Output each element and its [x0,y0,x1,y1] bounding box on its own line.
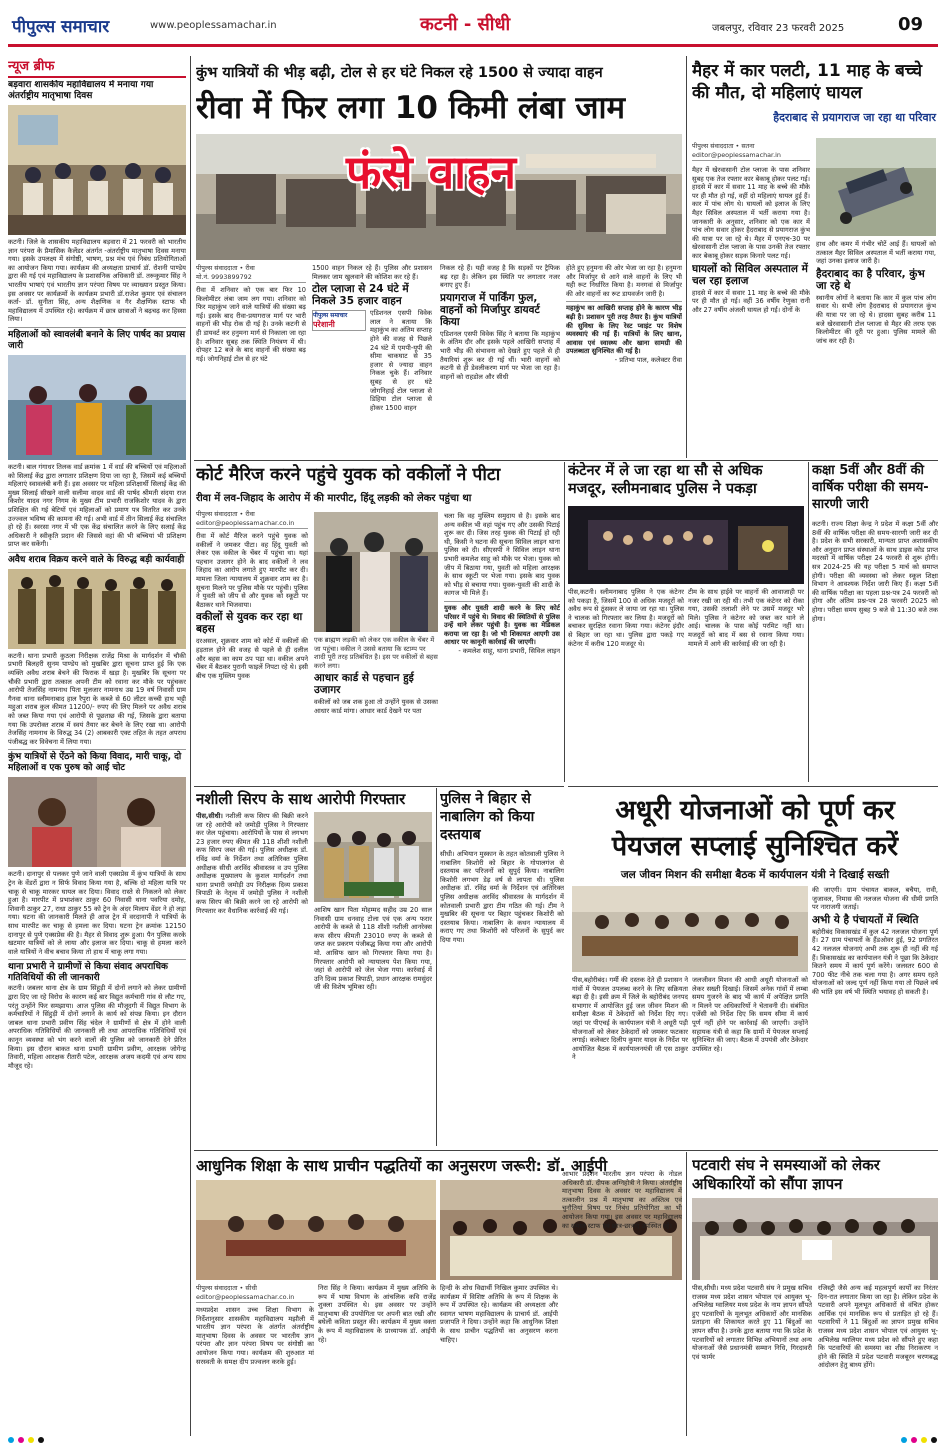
brief-headline-3: अवैध शराब विक्रय करने वाले के विरुद्ध बड़ी कार्यवाही [8,552,186,566]
jam-col-4-text: होते हुए हनुमना की ओर भेजा जा रहा है। हनुमना और मिर्जापुर से आने वाले वाहनों के लिए भी यही रूट निर्धारित किया है। मनगवां से मिर्जापुर की ओर वाहनों का रूट डायवर्जन जारी है। [566,264,682,298]
court-photo-caption: एक ब्राह्मण लड़की को लेकर एक वकील के चेंबर में जा पहुंचा। वकील ने उससे बताया कि स्टाम्प पर शादी पूरी तरह प्रतिबंधित है। इस पर वकीलों से बहस करने लगा। [314,636,438,670]
photo-car-accident-art [816,138,936,236]
court-body-3: चला कि वह मुस्लिम समुदाय से है। इसके बाद अन्य वकील भी वहां पहुंच गए और उसकी पिटाई शुरू कर दी। जिस तरह युवक की पिटाई हो रही थी, किसी ने घटना की सूचना सिविल लाइन थाना पुलिस को दी। सीएसपी ने सिविल लाइन थाना प्रभारी कमलेश साहू को मौके पर भेजा। युवक को जीप में बिठाया गया, युवती को महिला आरक्षक के साथ स्कूटी पर भेजा गया। इसके बाद युवक को भीड़ से बचाया गया। युवक-युवती की शादी के कागज भी मिले हैं। [444,512,560,598]
section-sep: - [463,14,472,35]
photo-patwari-memorandum-art [692,1198,938,1280]
water-headline-1: अधूरी योजनाओं को पूर्ण कर [615,795,895,826]
masthead-rule [8,44,938,47]
maihar-headline: मैहर में कार पलटी, 11 माह के बच्चे की मौत, दो महिलाएं घायल [692,61,922,103]
maihar-deck: हैदराबाद से प्रयागराज जा रहा था परिवार [773,111,936,124]
news-brief-column [8,56,186,1436]
reg-dot-yellow-r [921,1437,927,1443]
court-body-2: वकीलों को जब शक हुआ तो उन्होंने युवक से उसका आधार कार्ड मांगा। आधार कार्ड देखने पर पता [314,698,438,715]
maihar-byline-name: पीपुल्स संवाददाता [692,142,734,150]
edu-byline: पीपुल्स संवाददाता • सीधी editor@peoplessamachar.co.in [196,1284,314,1303]
water-sub: अभी ये है पंचायतों में स्थिति [812,913,919,926]
maihar-body-2: हादसे में कार में सवार 11 माह के बच्चे की मौके पर ही मौत हो गई। वहीं 36 वर्षीय रेणुका रानी और 27 वर्षीय अंजली घायल हो गईं। दोनों के [692,288,810,314]
court-headline: कोर्ट मैरिज करने पहुंचे युवक को वकीलों ने पीटा [196,465,501,485]
brief-headline-2: महिलाओं को स्वावलंबी बनाने के लिए पार्षद का प्रयास जारी [8,327,186,352]
court-sub-1: वकीलों से युवक कर रहा था बहस [196,611,303,636]
edu-divider-v [686,1152,687,1436]
drug-divider-v [436,788,437,1146]
reg-dot-magenta-r [911,1437,917,1443]
print-registration-bar [0,1437,945,1445]
court-body-1: रीवा में कोर्ट मैरिज करने पहुंचे युवक को वकीलों ने जमकर पीटा। वह हिंदू युवती को लेकर एक वकील के चेंबर में पहुंचा था। यहां पहचान उजागर होने के बाद वकीलों ने लव जिहाद का आरोप लगाते हुए मारपीट कर दी। मामला जिला न्यायालय में शुक्रवार शाम का है। सूचना मिलने पर पुलिस मौके पर पहुंची। पुलिस ने युवती को जीप से और युवक को स्कूटी पर बैठाकर थाने भिजवाया। [196,532,308,609]
jam-quote-text: महाकुंभ का आखिरी सप्ताह होने के कारण भीड़ बढ़ी है। प्रशासन पूरी तरह तैयार है। कुंभ यात्रियों की सुविधा के लिए रेस्ट प्वाइंट पर विशेष व्यवस्थाएं की गई हैं। यात्रियों के लिए खाना, आवास एवं स्वास्थ्य और खाना सामग्री की उपलब्धता सुनिश्चित की गई है। [566,304,682,356]
jam-mobile: मो.नं. 9993899792 [196,273,252,281]
photo-court-scuffle [314,512,438,632]
brief-title: न्यूज ब्रीफ [8,56,186,78]
jam-quote-by: - प्रतिभा पाल, कलेक्टर रीवा [614,355,682,364]
registration-marks-right [901,1437,945,1445]
brief-headline-5: थाना प्रभारी ने ग्रामीणों से किया संवाद अपराधिक गतिविधियों की ली जानकारी [8,959,186,984]
container-divider-v [808,462,809,782]
brand-url: www.peoplessamachar.in [150,20,277,31]
patwari-col-2: रजिस्ट्री जैसे अन्य कई महत्वपूर्ण कार्यों का निरंतर दिन-रात लगातार किया जा रहा है। लेकिन प्रदेश के पटवारी अपने मूलभूत अधिकारों से वंचित होकर आर्थिक एवं मानसिक रूप से प्रताड़ित हो रहे हैं। पटवारियों ने 11 बिंदुओं का ज्ञापन प्रमुख सचिव राजस्व मध्य प्रदेश शासन भोपाल एवं आयुक्त भू-अभिलेख ग्वालियर मध्य प्रदेश को सौंपते हुए कहा कि पटवारियों की समस्या का शीघ्र निराकरण न होने की स्थिति में प्रदेश पटवारी मजबूरन चरणबद्ध आंदोलन हेतु बाध्य होंगे। [818,1284,938,1370]
court-col-1 [196,532,308,782]
edu-col-1: मध्यप्रदेश शासन उच्च शिक्षा विभाग के निर्देशानुसार शासकीय महाविद्यालय मझौली में भारतीय ज्ञान परंपरा के अंतर्गत अंतर्राष्ट्रीय मातृभाषा दिवस के अवसर पर भारतीय ज्ञान परंपरा और ज्ञान परंपरा विषय पर संगोष्ठी का आयोजन किया गया। कार्यक्रम की शुरुआत मां सरस्वती के समक्ष दीप प्रज्वलन करके हुई। [196,1306,314,1366]
brief-headline-1: बड़वारा शासकीय महाविद्यालय में मनाया गया अंतर्राष्ट्रीय मातृभाषा दिवस [8,80,154,101]
photo-edu-seminar-art [196,1180,436,1280]
maihar-byline: पीपुल्स संवाददाता • सतना editor@peoplessamachar.in [692,142,810,161]
photo-water-meeting [572,886,808,972]
left-column-divider [190,56,191,1436]
photo-container-truck-art [568,506,804,584]
photo-edu-seminar [196,1180,436,1280]
maihar-col-2 [816,240,936,456]
edu-byline-name: पीपुल्स संवाददाता [196,1284,238,1292]
page-number: 09 [898,14,924,35]
exam-body: कटनी। राज्य शिक्षा केन्द्र ने प्रदेश में कक्षा 5वीं और 8वीं की वार्षिक परीक्षा की समय-सारणी जारी कर दी है। प्रदेश के सभी सरकारी, मान्यता प्राप्त अशासकीय और अनुदान प्राप्त संस्थाओं के साथ डाइस कोड प्राप्त मदरसों में वार्षिक परीक्षा 24 फरवरी से शुरू होगी। सत्र 2024-25 की यह परीक्षा 5 मार्च को समाप्त होगी। परीक्षा की व्यवस्था को लेकर स्कूल शिक्षा विभाग ने आवश्यक निर्देश जारी किए हैं। कक्षा 5वीं की वार्षिक परीक्षा का पहला प्रश्न-पत्र 24 फरवरी को होगा और अंतिम प्रश्न-पत्र 28 फरवरी 2025 को होगा। परीक्षा समय सुबह 9 बजे से 11:30 बजे तक होगा। [812,520,938,623]
jam-col-3a: निकल रहे हैं। यही वजह है कि सड़कों पर ट्रैफिक बढ़ रहा है। लेकिन इस स्थिति पर लगातार नजर बनाए हुए हैं। [440,264,560,290]
reg-dot-cyan-r [901,1437,907,1443]
photo-train-incident [8,777,186,867]
photo-car-accident [816,138,936,236]
photo-sewing-center [8,355,186,460]
reg-dot-black [38,1437,44,1443]
reg-dot-black-r [931,1437,937,1443]
container-headline: कंटेनर में ले जा रहा था सौ से अधिक मजदूर, स्लीमनाबाद पुलिस ने पकड़ा [568,463,763,497]
jam-byline-place: रीवा [245,264,255,272]
photo-patwari-memorandum [692,1198,938,1280]
bihar-body: सीधी। अभियान मुस्कान के तहत कोतवाली पुलिस ने नाबालिग किशोरी को बिहार के गोपालगंज से दस्तयाब कर परिजनों को सुपुर्द किया। नाबालिग किशोरी लगभग डेढ़ वर्ष से लापता थी। पुलिस अधीक्षक डॉ. रविंद्र वर्मा के निर्देशन एवं अतिरिक्त पुलिस अधीक्षक अरविंद श्रीवास्तव के मार्गदर्शन में कोतवाली प्रभारी द्वारा टीम गठित की गई। टीम ने मुखबिर की सूचना पर बिहार पहुंचकर किशोरी को दस्तयाब किया। नाबालिग के कथन न्यायालय में कराए गए तथा किशोरी को परिजनों के सुपुर्द कर दिया गया। [440,850,564,944]
reg-dot-magenta [18,1437,24,1443]
drug-col-1 [196,812,308,1146]
photo-college-event [8,105,186,235]
jam-sub-2: प्रयागराज में पार्किंग फुल, वाहनों को मिर्जापुर डायवर्ट किया [440,291,540,328]
bihar-headline: पुलिस ने बिहार से नाबालिग को किया दस्तयाब [440,791,535,843]
court-col-2 [314,636,438,782]
brief-body-4: कटनी। दानापुर से पलकर पुणे जाने वाली एक्सप्रेस में कुंभ यात्रियों के साथ ट्रेन के वेंडरों द्वारा न सिर्फ विवाद किया गया है, बल्कि दो महिला यात्रि पर चाकू से चाकू मारकर घायल कर दिया। विवाद रास्ते से निकलने को लेकर हुआ है। मारपीट में प्रभाशंकर ठाकुर 60 निवासी थाना पवरिया दमोह, शिवानी ठाकुर 27, राधा ठाकुर 55 को ट्रेन के अंदर मिलाप वेंडर ने हो लड़ा गया। घटना की जानकारी मिलते ही आज ट्रेन में वरदानापी ने यात्रियों के साथ मारपीट कर चाकू से हमला कर दिया। घटना ट्रेन क्रमांक 12150 दानापुर से पुणे एक्सप्रेस की है। मैहर से विवाद शुरू हुआ। पैन पुलिस करके खटमार यात्रियों को ले लाया और इलाज कर दिया। चाकू से हमला करने वाले यात्रियों ने वीच बचाव किया तो हाथ में चाकू लगा गया। [8,870,186,956]
jam-headline: रीवा में फिर लगा 10 किमी लंबा जाम [196,90,626,126]
court-body-1b: दरअसल, शुक्रवार शाम को कोर्ट में वकीलों की हड़ताल होने की वजह से पहले से ही दलील और बहस का काम ठप पड़ा था। वकील अपने चेंबर में बैठकर पुरानी फाइलें निपटा रहे थे। इसी बीच एक मुस्लिम युवक [196,637,308,680]
jam-divider-v [686,56,687,458]
brand-logo: पीपुल्स समाचार [12,17,110,37]
jam-col-1: रीवा में शनिवार को एक बार फिर 10 किलोमीटर लंबा जाम लग गया। शनिवार को फिर महाकुंभ जाने वाले यात्रियों की संख्या बढ़ गई। इसके बाद रीवा-प्रयागराज मार्ग पर भारी वाहनों की भीड़ रोक दी गई है। उनके कटनी से ही डायवर्ट कर हनुमना मार्ग से निकाला जा रहा है। शनिवार सुबह तक स्थिति नियंत्रण में थी। दोपहर 12 बजे के बाद वाहनों की संख्या बढ़ गई। जोगनिहाई टोल से हर घंटे [196,286,306,363]
jam-col-3 [440,264,560,456]
edu-col-2: निरा सिंह ने किया। कार्यक्रम में मुख्य अतिथि के रूप में भाषा विभाग के आंचलिक कवि राजेंद्र शुक्ला उपस्थित थे। इस अवसर पर उन्होंने मातृभाषा की उपयोगिता पर अपनी बात रखी और बघेली कविता प्रस्तुत की। कार्यक्रम में मुख्य वक्ता के रूप में महाविद्यालय के प्राध्यापक डॉ. आईपी रहे। [318,1284,436,1344]
court-byline-place: रीवा [245,510,255,518]
court-email: editor@peoplessamachar.co.in [196,519,295,527]
edu-col-4: आभार प्रदर्शन भारतीय ज्ञान परंपरा के नोडल अधिकारी डॉ. दीपक अग्निहोत्री ने किया। अंतर्राष्ट्रीय मातृभाषा दिवस के अवसर पर महाविद्यालय में तत्कालीन प्रश्न में मातृभाषा का अस्तित्व एवं चुनौतियां विषय पर निबंध प्रतियोगिता का भी आयोजन किया गया। इस अवसर पर महाविद्यालय का समस्त स्टाफ एवं छात्र-छात्राएं उपस्थित रहे। [562,1170,682,1230]
court-divider-v [564,462,565,782]
jam-col-4 [566,264,682,456]
brief-body-5: कटनी। जबलर थाना क्षेत्र के ग्राम सिंहुड़ी में दोनों लगाने को लेकर ग्रामीणों द्वारा दिए जा रहे विरोध के कारण कई बार विद्युत कर्मचारी गांव से लौट गए, परंतु उन्होंने फिर समझाया। आज पुलिस की मौजूदगी में विद्युत विभाग के कर्मचारियों ने सिंहुड़ी में दोनों लगाने के कार्य को संपन्न किया। इन दौरान जाबल थाना प्रभारी प्रवीण सिंह चंदेल ने ग्रामीणों से क्षेत्र में होने वाली अपराधिक गतिविधियों की जानकारी ली तथा आपराधिक गतिविधियों एवं कानून व्यवस्था को भंग करने वालों की पुलिस को जानकारी देने प्रेरित किया। इस दौरान बाकत थाना प्रभारी ग्रामीण प्रवीण, आरक्षक जोगेन्द्र तिवारी, महिला आरक्षक रीतारी पटेल, आरक्षक अजय कदमी एवं अन्य साथ मौजूद रहे। [8,984,186,1070]
maihar-body-4: स्थानीय लोगों ने बताया कि कार में कुल पांच लोग सवार थे। सभी लोग हैदराबाद से प्रयागराज कुंभ की यात्रा पर जा रहे थे। हादसा सुबह करीब 11 बजे खेरवासानी टोल प्लाजा से मैहर की तरफ एक किलोमीटर की दूरी पर हुआ। पुलिस मामले की जांच कर रही है। [816,293,936,345]
jam-col-3b: एडिशनल एसपी विवेक सिंह ने बताया कि महाकुंभ के अंतिम दौर और इसके पहले आखिरी सप्ताह में भारी भीड़ की संभावना को देखते हुए पहले से ही तैयारियां शुरू कर दी गई थीं। भारी वाहनों को कटनी से ही डेवलीकरण मार्ग पर भेजा जा रहा है। वाहनों को राहडोल और सीधी [440,329,560,381]
photo-container-truck [568,506,804,584]
jam-sub-1: टोल प्लाजा से 24 घंटे में निकले 35 हजार वाहन [312,283,409,308]
drug-body-1-text: नशीली कफ सिरप की बिक्री करने जा रहे आरोपी को जमोड़ी पुलिस ने गिरफ्तार कर जेल पहुंचाया। आरोपियों के पास से लगभग 23 हजार रुपए कीमत की 118 शीशी नशीली कफ सिरप जब्त की गई। पुलिस अधीक्षक डॉ. रविंद्र वर्मा के निर्देशन तथा अतिरिक्त पुलिस अधीक्षक सीधी अरविंद श्रीवास्तव व उप पुलिस अधीक्षक मुख्यालय के कुशल मार्गदर्शन तथा थाना प्रभारी जमोड़ी उप निरीक्षक दिव्य प्रकाश त्रिपाठी के नेतृत्व में जमोड़ी पुलिस ने नशीली कफ सिरप की बिक्री करने जा रहे आरोपी को गिरफ्तार कर वैधानिक कार्रवाई की गई। [196,812,308,915]
brief-body-2: कटनी। बाल गंगाधर तिलक वार्ड क्रमांक 1 में वार्ड की बच्चियों एवं महिलाओं को सिलाई केंद्र द्वारा लगातार प्रशिक्षण दिया जा रहा है, जिसमें कई बच्चियों महिलाएं स्वावलंबी बनी हैं। इस अवसर पर महिला प्रशिक्षार्थी सिलाई केंद्र की मुख्य सिलाई सीखने वाली सलीमा वादव वार्ड की पार्षद श्रीमती संदया राज किशोर यादव नगर निगम के मुख्य टीम प्रभारी राजकिशोर यादव के द्वारा प्रशिक्षित की गई बेटियों एवं महिलाओं को प्रमाण पत्र वितरित कर उनके उज्ज्वल भविष्य की कामना की गई। अभी वार्ड में तीन सिलाई केंद्र संचालित हो रहे हैं। स्वरसा नगर में भी एक केंद्र संचालित करने के लिए सलाई केंद्र अधिकारी ने स्वीकृति प्रदान की जिससे वहां की भी बच्चियां भी प्रशिक्षण प्राप्त कर सकेंगी। [8,462,186,549]
jam-byline-name: पीपुल्स संवाददाता [196,264,238,272]
water-col-2: जलजीवन मिशन की आधी अधूरी योजनाओं को लेकर सख्ती दिखाई। जिसमें अनेक गांवों में लम्बा समय गुजरने के बाद भी कार्य में अपेक्षित प्रगति न मिलने पर अधिकारियों ने चेतावनी दी। संबंधित एजेंसी को निर्देश दिए कि समय सीमा में कार्य पूर्ण नहीं होने पर कार्रवाई की जाएगी। उन्होंने सहायक यंत्री से कहा कि ग्रामों में पेयजल सप्लाई सुनिश्चित की जाए। बैठक में उपयंत्री और ठेकेदार उपस्थित रहे। [692,976,808,1053]
photo-liquor-seizure [8,569,186,649]
exam-headline: कक्षा 5वीं और 8वीं की वार्षिक परीक्षा की समय-सारणी जारी [812,463,929,512]
drug-headline: नशीली सिरप के साथ आरोपी गिरफ्तार [196,790,406,808]
patwari-col-1: पीस,सीधी। मध्य प्रदेश पटवारी संघ ने प्रमुख सचिव राजस्व मध्य प्रदेश शासन भोपाल एवं आयुक्त भू-अभिलेख ग्वालियर मध्य प्रदेश के नाम ज्ञापन सौंपते हुए पटवारियों के मूलभूत अधिकारों और मानसिक प्रताड़ना की शिकायत करते हुए 11 बिंदुओं का ज्ञापन सौंपा है। उनके द्वारा बताया गया कि प्रदेश के पटवारियों को लगातार विभिन्न अभियानों तथा अन्य योजनाओं जैसे प्रधानमंत्री सम्मान निधि, गिरदावरी एवं फार्मर [692,1284,812,1361]
water-body-3b: बहोरीबंद विकासखंड में कुल 42 नलजल योजना पूर्ण हैं। 27 ग्राम पंचायतों के हैंडओवर हुई, 92 प्रगतिरत 42 नलजल योजनाएं अभी तक शुरू ही नहीं की गई हैं। विकासखंड का कार्यपालन यंत्री ने पूछा कि ठेकेदार कितने समय में कार्य पूर्ण करेंगे। जलस्तर 600 से 700 फीट नीचे तक चला गया है। अगर समय रहते योजनाओं को जल्द पूर्ण नहीं किया गया तो पिछले वर्ष की भांति इस वर्ष भी स्थिति भयावह हो सकती है। [812,927,938,996]
patwari-headline: पटवारी संघ ने समस्याओं को लेकर अधिकारियों को सौंपा ज्ञापन [692,1156,880,1193]
section-name-2: सीधी [477,14,511,35]
photo-drug-arrest-art [314,812,432,902]
maihar-email: editor@peoplessamachar.in [692,151,781,159]
maihar-body-1: मैहर में खेरवासानी टोल प्लाजा के पास शनिवार सुबह एक तेज रफ्तार कार बेकाबू होकर पलट गई। हादसे में कार में सवार 11 माह के बच्चे की मौके पर ही मौत हो गई, वहीं दो महिलाएं घायल हुई हैं। कार में पांच लोग थे। घायलों को इलाज के लिए मैहर सिविल अस्पताल में भर्ती कराया गया है। जानकारी के अनुसार, शनिवार को एक कार में पांच लोग सवार होकर हैदराबाद से प्रयागराज कुंभ की यात्रा पर जा रहे थे। मैहर में एनएच-30 पर खेरवासानी टोल प्लाजा के पास उनकी तेज रफ्तार कार बेकाबू होकर सड़क किनारे पलट गई। [692,166,810,260]
water-col-3 [812,886,938,1146]
photo-sewing-center-art [8,355,186,460]
photo-court-scuffle-art [314,512,438,632]
photo-drug-arrest [314,812,432,902]
maihar-sub-1: घायलों को सिविल अस्पताल में चल रहा इलाज [692,262,808,287]
photo-college-event-art [8,105,186,235]
court-col-3 [444,512,560,782]
section-title [420,12,510,36]
drug-byline: पीस,सीधी। [196,812,223,820]
brief-body-3: कटनी। थाना प्रभारी कुठला निरीक्षक राजेंद्र मिश्रा के मार्गदर्शन में चौकी प्रभारी बिलहरी सुनम पाण्डेय को मुखबिर द्वारा सूचना प्राप्त हुई कि एक व्यक्ति अवैध शराब बेचने की फिराक में खड़ा है। मुखबिर कि सूचना पर चौकी प्रभारी द्वारा तत्काल अपनी टीम को रवाना कर मौके पर पहुंचकर आरोपी तेजसिंह नामनाथ पिता मुलजार नामनाथ उम्र 19 वर्ष निवासी ग्राम गैनवा थाना स्लीमनाबाद हाल रैपुरा के कब्जे से 60 लीटर कच्ची हाथ भट्टी महुआ शराब कुल कीमत 11200/- रुपए की लिए मिलने पर अवैध शराब को जब्त किया गया एवं आरोपी से पूछताछ की गई, जिसके द्वारा बताया गया कि उपरोक्त शराब में स्वयं तैयार कर बेचने के लिए रखा था। आरोपी तेजसिंह नामनाथ के विरुद्ध 34 (2) आबकारी एक्ट तहित के तहत अपराध पंजीबद्ध कर विवेचना में लिया गया। [8,651,186,746]
brief-body-1: कटनी। जिले के शासकीय महाविद्यालय बड़वारा में 21 फरवरी को भारतीय ज्ञान परंपरा के प्रैमासिक कैलेंडर अंतर्गत -अंतर्राष्ट्रीय मातृभाषा दिवस मनाया गया। इसके उपलक्ष्य में संगोष्ठी, भाषण, प्रश्न मंच एवं निबंध प्रतियोगिताओं का आयोजन किया गया। कार्यक्रम की अध्यक्षता प्राचार्य डॉ. रोशनी पाण्डेय द्वारा की गई एवं महाविद्यालय के प्रशासनिक अधिकारी डॉ. तरूकुमार सिंह ने भारतीय भाषाएं एवं भारतीय ज्ञान परंपरा विषय पर व्याख्यान प्रस्तुत किया। इस अवसर पर कार्यक्रमों के कार्यक्रम प्रभारी डॉ.राजेश कुमार एवं संचालन कर्ता- डॉ. सुनीता सिंह, अन्य शैक्षणिक व गैर शैक्षणिक स्टाफ भी महाविद्यालय में उपस्थित रहे। कार्यक्रम में छात्र छात्राओं ने बढ़चढ़ कर हिस्सा लिया। [8,238,186,324]
court-sub-2: आधार कार्ड से पहचान हुई उजागर [314,672,414,697]
row1-rule [194,460,938,461]
jam-kicker: कुंभ यात्रियों की भीड़ बढ़ी, टोल से हर घंटे निकल रहे 1500 से ज्यादा वाहन [196,65,603,81]
maihar-col-1 [692,166,810,456]
court-quote-text: युवक और युवती शादी करने के लिए कोर्ट परिसर में पहुंचे थे। विवाद की स्थितियों से पुलिस उन्हें थाने लेकर पहुंची है। युवक का मेडिकल कराया जा रहा है। जो भी शिकायत आएगी उस आधार पर कानूनी कार्रवाई की जाएगी। [444,603,560,647]
reg-dot-yellow [28,1437,34,1443]
brief-headline-4: कुंभ यात्रियों से ऐंठने को किया विवाद, मारी चाकू, दो महिलाओं व एक पुरुष को आई चोट [8,749,186,774]
court-deck: रीवा में लव-जिहाद के आरोप में की मारपीट, हिंदू लड़की को लेकर पहुंचा था [196,493,472,504]
maihar-byline-place: सतना [741,142,755,150]
jam-brand-box [312,310,366,331]
reg-dot-cyan [8,1437,14,1443]
row2-rule [194,786,564,787]
jam-col-2a: 1500 वाहन निकल रहे हैं। पुलिस और प्रशासन मिलकर जाम खुलवाने की कोशिश कर रहे हैं। [312,264,432,281]
photo-traffic-jam [196,134,682,260]
masthead [0,0,945,52]
jam-quote [566,301,682,364]
drug-body-1 [196,812,308,915]
section-name-1: कटनी [420,14,458,35]
maihar-sub-2: हैदराबाद का है परिवार, कुंभ जा रहे थे [816,267,925,292]
container-col-1: पीस,कटनी। स्लीमनाबाद पुलिस ने एक कंटेनर को पकड़ा है, जिसमें 100 से अधिक मजदूरों को अवैध रूप से ठूंसकर ले जाया जा रहा था। पुलिस ने चालक को गिरफ्तार कर लिया है। मजदूरों को बचाकर सुरक्षित रवाना किया गया। कंटेनर इंदौर से बिहार जा रहा था। पुलिस द्वारा पकड़े गए कंटेनर में करीब 120 मजदूर थे। [568,588,684,648]
container-col-2: टीम के साथ हाईवे पर वाहनों की आवाजाही पर नजर रखी जा रही थी। तभी एक कंटेनर को रोका गया, उसकी तलाशी लेने पर उसमें मजदूर भरे मिले। पुलिस ने कंटेनर को जब्त कर थाने ले आई। चालक के पास कोई परमिट नहीं था। मजदूरों को बाद में बस से रवाना किया गया। मामले में आगे की कार्रवाई की जा रही है। [688,588,804,648]
maihar-body-3: हाथ और कमर में गंभीर चोटें आई हैं। घायलों को तत्काल मैहर सिविल अस्पताल में भर्ती कराया गया, जहां उनका इलाज जारी है। [816,240,936,266]
court-byline-name: पीपुल्स संवाददाता [196,510,238,518]
jam-col-2 [312,264,432,456]
jam-byline: पीपुल्स संवाददाता • रीवा मो.नं. 9993899792 [196,264,306,283]
water-deck: जल जीवन मिशन की समीक्षा बैठक में कार्यपालन यंत्री ने दिखाई सख्ती [620,869,890,881]
court-quote-by: - कमलेश साहू, थाना प्रभारी, सिविल लाइन [458,646,560,655]
edu-col-3: हिन्दी के शोध विद्यार्थी निखिल कुमार उपस्थित थे। कार्यक्रम में विशिष्ट अतिथि के रूप में शिक्षक के रूप में उपस्थित रहे। कार्यक्रम की अध्यक्षता और स्वागत भाषण महाविद्यालय के प्राचार्य डॉ. आईपी प्रजापति ने दिया। उन्होंने कहा कि आधुनिक शिक्षा के साथ प्राचीन पद्धतियों का अनुसरण करना चाहिए। [440,1284,558,1344]
photo-liquor-seizure-art [8,569,186,649]
photo-train-incident-art [8,777,186,867]
edu-byline-place: सीधी [245,1284,257,1292]
jam-brand-box-tag: परेशानी [313,320,335,330]
jam-overlay-text: फंसे वाहन [346,145,517,199]
edu-headline: आधुनिक शिक्षा के साथ प्राचीन पद्धतियों का अनुसरण जरूरी: डॉ. आईपी [196,1157,608,1175]
photo-water-meeting-art [572,886,808,972]
water-col-1: पीस,बहोरीबंद। गर्मी की दस्तक देते ही प्रशासन ने गांवों में पेयजल उपलब्ध करने के लिए सक्रियता बढ़ा दी है। इसी क्रम में जिले के बहोरीबंद जनपद सभागार में आयोजित हुई जल जीवन मिशन की समीक्षा बैठक में ठेकेदारों को निर्देश दिए गए। जहां पर पीएचई के कार्यपालन यंत्री ने अधूरी पड़ी योजनाओं को लेकर ठेकेदारों को जमकर फटकार लगाई। कलेक्टर दिलीप कुमार यादव के निर्देश पर आयोजित बैठक में कार्यपालनयंत्री जी एस ठाकुर ने [572,976,688,1062]
registration-marks-left [0,1437,44,1445]
edu-email: editor@peoplessamachar.co.in [196,1293,295,1301]
row2-rule-right [568,786,938,787]
court-quote [444,601,560,656]
court-byline: पीपुल्स संवाददाता • रीवा editor@peoplessamachar.co.in [196,510,308,529]
dateline: जबलपुर, रविवार 23 फरवरी 2025 [712,23,845,34]
water-headline-2: पेयजल सप्लाई सुनिश्चित करें [611,831,899,862]
row3-rule [194,1150,938,1151]
water-body-3: की जाएगी। ग्राम पंचायत बाकल, बचैया, रावी, जुजावल, निमास की नलजल योजना की धीमी प्रगति पर नाराजगी जताई। [812,886,938,912]
jam-col-2b: एडिशनल एसपी विवेक लाल ने बताया कि महाकुंभ का अंतिम सप्ताह होने की वजह से पिछले 24 घंटे में एमपी-यूपी की सीमा चाकघाट से 35 हजार से ज्यादा वाहन निकल चुके हैं। शनिवार सुबह से हर घंटे जोगनिहाई टोल प्लाजा से डिहिया टोल प्लाजा से होकर 1500 वाहन [370,309,432,412]
jam-brand-box-name: पीपुल्स समाचार [313,312,348,320]
drug-col-2: आशिष खान पिता मोहम्मद सहीद उम्र 20 साल निवासी ग्राम धनवाह टोला एवं एक अन्य फरार आरोपी के कब्जे से 118 शीशी नशीली आनरेक्स कफ सीरप कीमती 23010 रुपए के कब्जे से जप्त कर प्रकरण पंजीबद्ध किया गया और आरोपी मो. आसिफ खान को गिरफ्तार किया गया है। गिरफ्तार आरोपी को न्यायालय पेश किया गया, जहां से आरोपी को जेल भेजा गया। कार्रवाई में उनि दिव्य प्रकाश त्रिपाठी, प्रधान आरक्षक रामसुंदर जी की विशेष भूमिका रही। [314,906,432,992]
